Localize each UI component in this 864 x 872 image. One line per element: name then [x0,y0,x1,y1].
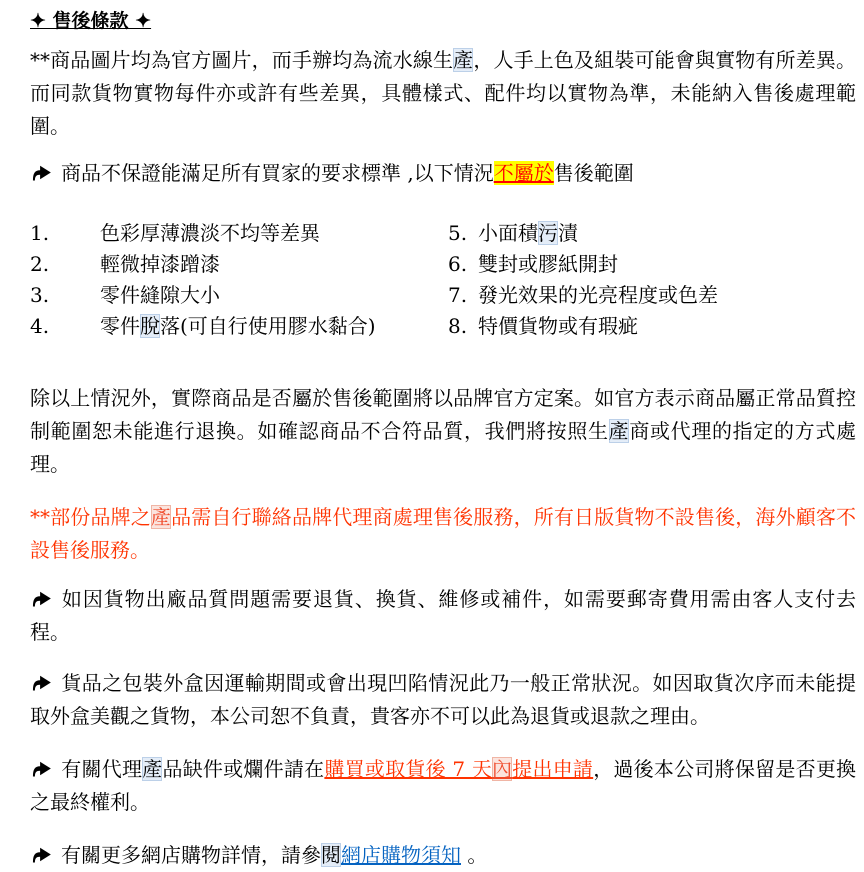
text-segment: 貨品之包裝外盒因運輸期間或會出現凹陷情況此乃一般正常狀況。如因取貨次序而未能提取外盒美觀之貨物，本公司恕不負責，貴客亦不可以此為退貨或退款之理由。 [30,671,856,728]
brand-service-text [30,505,856,562]
curved-right-arrow-icon [30,674,52,691]
intro-paragraph [30,44,856,143]
shipping-note [30,583,856,649]
list-item-text [478,218,578,249]
claim-deadline-emphasis: 購買或取貨後 7 天 [324,757,492,781]
text-segment: 脫 [140,314,160,338]
list-item [30,218,448,249]
text-segment: 如因貨物出廠品質問題需要退貨、換貨、維修或補件，如需要郵寄費用需由客人支付去程。 [30,587,856,644]
exclusion-heading [30,157,856,190]
footer-note [30,839,856,872]
list-item-number: 3. [30,283,50,307]
text-segment: 發光效果的光亮程度或色差 [478,283,718,307]
list-item-number: 8. [448,314,468,338]
decision-paragraph [30,382,856,481]
text-segment: 商品不保證能滿足所有買家的要求標準 ,以下情況 [61,161,494,185]
text-segment: 特價貨物或有瑕疵 [478,314,638,338]
packaging-note [30,667,856,733]
text-segment: 閱 [321,843,341,867]
list-item-text [100,280,220,311]
text-segment: **商品圖片均為官方圖片，而手辦均為流水線生 [30,48,454,72]
text-segment: 輕微掉漆蹭漆 [100,252,220,276]
text-segment: 色彩厚薄濃淡不均等差異 [100,221,320,245]
list-item [448,249,856,280]
intro-text [30,48,856,138]
exclusion-list-right-column [448,218,856,342]
text-segment: 小面積 [478,221,538,245]
list-item [448,280,856,311]
text-segment: 雙封或膠紙開封 [478,252,618,276]
list-item [30,311,448,342]
list-item-text [478,311,638,342]
text-segment: 售後範圍 [553,161,634,185]
text-segment: 品需自行聯絡品牌代理商處理售後服務，所有日版貨物不設售後，海外顧客不設售後服務。 [30,505,857,562]
claim-deadline-emphasis: 提出申請 [512,757,594,781]
exclusion-list [30,218,856,342]
list-item-number: 2. [30,252,50,276]
curved-right-arrow-icon [30,164,52,181]
text-segment: 產 [608,419,630,443]
list-item-number: 1. [30,221,50,245]
text-segment: **部份品牌之 [30,505,151,529]
text-segment: 。 [461,843,488,867]
text-segment: 零件 [100,314,140,338]
not-covered-highlight: 不屬於 [493,161,554,185]
text-segment: ，人手上色及組裝可能會與實物有所差異。而同款貨物實物每件亦或許有些差異，具體樣式、配件均以實物為準，未能納入售後處理範圍。 [30,48,857,138]
footer-note-text [61,843,487,867]
list-item-text [478,249,618,280]
text-segment: 產 [150,505,172,529]
list-item-text [478,280,718,311]
list-item-text [100,218,320,249]
text-segment: 產 [142,757,163,781]
curved-right-arrow-icon [30,590,52,607]
claim-deadline-text [30,757,856,814]
list-item [30,249,448,280]
text-segment: 產 [453,48,474,72]
store-guide-link[interactable]: 網店購物須知 [341,843,461,867]
curved-right-arrow-icon [30,846,52,863]
list-item-text [100,249,220,280]
text-segment: 落(可自行使用膠水黏合) [160,314,376,338]
decision-text [30,386,856,476]
list-item [448,218,856,249]
list-item [448,311,856,342]
list-item-number: 5. [448,221,468,245]
text-segment: 除以上情況外，實際商品是否屬於售後範圍將以品牌官方定案。如官方表示商品屬正常品質控制範圍恕未能進行退換。如確認商品不合符品質，我們將按照生 [30,386,856,443]
packaging-note-text [30,671,856,728]
text-segment: 商或代理的指定的方式處理。 [30,419,857,476]
text-segment: 品缺件或爛件請在 [162,757,325,781]
page-title: ✦ 售後條款 ✦ [30,10,152,32]
text-segment: 有關更多網店購物詳情，請參 [61,843,321,867]
text-segment: 零件縫隙大小 [100,283,220,307]
list-item-number: 4. [30,314,50,338]
list-item-number: 6. [448,252,468,276]
text-segment: 漬 [558,221,578,245]
list-item-number: 7. [448,283,468,307]
text-segment: 有關代理 [61,757,143,781]
claim-deadline-emphasis: 內 [491,757,513,781]
brand-service-note [30,501,856,567]
list-item-text [100,311,376,342]
text-segment: 污 [538,221,558,245]
shipping-note-text [30,587,856,644]
claim-deadline-note [30,753,856,819]
exclusion-heading-text [61,161,634,185]
text-segment: ，過後本公司將保留是否更換之最終權利。 [30,757,857,814]
list-item [30,280,448,311]
curved-right-arrow-icon [30,760,52,777]
exclusion-list-left-column [30,218,448,342]
